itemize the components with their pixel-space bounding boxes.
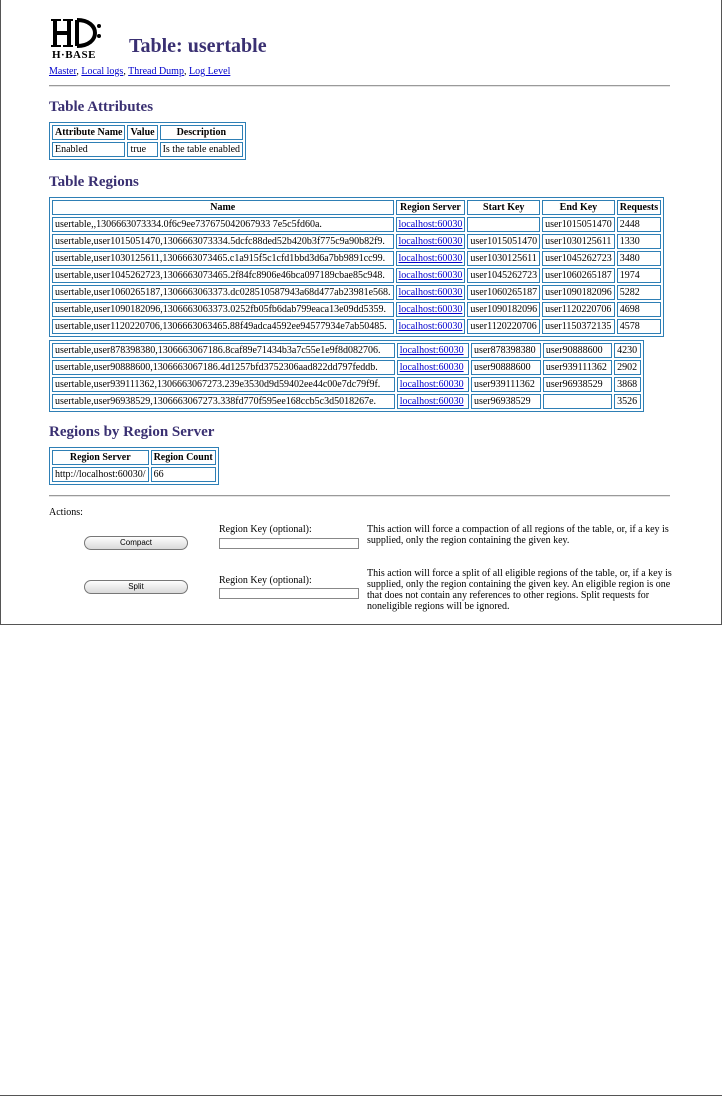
split-region-key-input[interactable] — [219, 588, 359, 599]
table-row — [52, 360, 641, 375]
page-header — [49, 16, 669, 62]
table-cell: user1060265187 — [467, 285, 540, 300]
table-cell: user96938529 — [543, 377, 612, 392]
table-cell: http://localhost:60030/ — [52, 467, 149, 482]
table-cell: 66 — [151, 467, 216, 482]
table-cell: user939111362 — [543, 360, 612, 375]
by-server-table — [49, 447, 219, 485]
table-cell: 3868 — [614, 377, 641, 392]
table-cell: user1030125611 — [467, 251, 540, 266]
table-cell: user1090182096 — [467, 302, 540, 317]
table-cell: usertable,user1015051470,1306663073334.5dcfc88ded52b420b3f775c9a90b82f9. — [52, 234, 394, 249]
table-cell — [397, 377, 469, 392]
table-cell: user1060265187 — [542, 268, 615, 283]
column-header: End Key — [542, 200, 615, 215]
main-content — [49, 16, 672, 618]
column-header: Start Key — [467, 200, 540, 215]
separator — [49, 495, 670, 497]
table-cell: 4230 — [614, 343, 641, 358]
table-header-row — [52, 125, 243, 140]
split-description: This action will force a split of all eligible regions of the table, or, if a key is supplied, only the region containing the given key. An eligible region is one that does not contain any references to other regions. Split requests for noneligible regions will be ignored. — [367, 568, 672, 612]
table-cell — [396, 285, 466, 300]
split-button[interactable]: Split — [84, 580, 188, 594]
column-header: Name — [52, 200, 394, 215]
table-cell: usertable,user939111362,1306663067273.239e3530d9d59402ee44c00e7dc79f9f. — [52, 377, 395, 392]
table-cell — [467, 217, 540, 232]
bottom-rule — [0, 1095, 722, 1096]
table-row — [52, 319, 661, 334]
table-cell: user939111362 — [471, 377, 541, 392]
table-cell: Enabled — [52, 142, 125, 157]
attributes-heading: Table Attributes — [49, 99, 154, 115]
compact-description: This action will force a compaction of all regions of the table, or, if a key is supplied, only the region containing the given key. — [367, 524, 669, 546]
table-cell — [396, 234, 466, 249]
column-header: Requests — [617, 200, 661, 215]
nav-links — [49, 66, 669, 77]
region-server-link[interactable]: localhost:60030 — [398, 219, 463, 230]
table-cell: usertable,user96938529,1306663067273.338fd770f595ee168ccb5c3d5018267e. — [52, 394, 395, 409]
nav-separator: , — [183, 66, 189, 77]
table-cell: usertable,user90888600,1306663067186.4d1257bfd3752306aad822dd797feddb. — [52, 360, 395, 375]
table-cell: user1045262723 — [467, 268, 540, 283]
nav-link-local-logs[interactable]: Local logs — [81, 66, 124, 77]
regions-table-continued — [49, 340, 644, 412]
table-cell — [396, 302, 466, 317]
table-cell: user1150372135 — [542, 319, 615, 334]
table-cell: 2448 — [617, 217, 661, 232]
table-cell: user1045262723 — [542, 251, 615, 266]
table-row — [52, 467, 216, 482]
compact-button[interactable]: Compact — [84, 536, 188, 550]
table-cell: user90888600 — [543, 343, 612, 358]
table-row — [52, 302, 661, 317]
table-header-row — [52, 200, 661, 215]
table-header-row — [52, 450, 216, 465]
column-header: Region Count — [151, 450, 216, 465]
region-key-label: Region Key (optional): — [219, 575, 312, 586]
table-cell: 3480 — [617, 251, 661, 266]
column-header: Region Server — [52, 450, 149, 465]
hbase-logo-icon — [49, 16, 129, 50]
actions-label: Actions: — [49, 507, 83, 518]
column-header: Description — [160, 125, 243, 140]
table-row — [52, 343, 641, 358]
table-cell: user1120220706 — [467, 319, 540, 334]
table-row — [52, 268, 661, 283]
table-cell: 2902 — [614, 360, 641, 375]
page-title: Table: usertable — [129, 35, 267, 57]
by-server-heading: Regions by Region Server — [49, 424, 215, 440]
attributes-table — [49, 122, 246, 160]
table-cell: usertable,user1045262723,1306663073465.2f84fc8906e46bca097189cbae85c948. — [52, 268, 394, 283]
column-header: Attribute Name — [52, 125, 125, 140]
regions-table — [49, 197, 664, 337]
table-cell: user1030125611 — [542, 234, 615, 249]
table-cell: 4698 — [617, 302, 661, 317]
table-cell: usertable,,1306663073334.0f6c9ee737675042067933 7e5c5fd60a. — [52, 217, 394, 232]
region-server-link[interactable]: localhost:60030 — [399, 379, 464, 390]
region-server-link[interactable]: localhost:60030 — [398, 236, 463, 247]
table-cell: 3526 — [614, 394, 641, 409]
nav-separator: , — [123, 66, 129, 77]
region-server-link[interactable]: localhost:60030 — [399, 362, 464, 373]
nav-link-log-level[interactable]: Log Level — [188, 66, 231, 77]
table-cell: 1974 — [617, 268, 661, 283]
table-cell: usertable,user1120220706,1306663063465.88f49adca4592ee94577934e7ab50485. — [52, 319, 394, 334]
table-cell — [397, 360, 469, 375]
table-cell: usertable,user1060265187,1306663063373.dc028510587943a68d477ab23981e568. — [52, 285, 394, 300]
region-server-link[interactable]: localhost:60030 — [399, 396, 464, 407]
table-row — [52, 234, 661, 249]
table-cell: user1090182096 — [542, 285, 615, 300]
region-server-link[interactable]: localhost:60030 — [399, 345, 464, 356]
table-row — [52, 285, 661, 300]
region-server-link[interactable]: localhost:60030 — [398, 253, 463, 264]
table-row — [52, 251, 661, 266]
table-cell: user878398380 — [471, 343, 541, 358]
table-row — [52, 394, 641, 409]
region-key-label: Region Key (optional): — [219, 524, 312, 535]
compact-region-key-input[interactable] — [219, 538, 359, 549]
table-cell: true — [127, 142, 157, 157]
column-header: Region Server — [396, 200, 466, 215]
table-cell: usertable,user1090182096,1306663063373.0252fb05fb6dab799eaca13e09dd5359. — [52, 302, 394, 317]
regions-heading: Table Regions — [49, 174, 139, 190]
nav-link-master[interactable]: Master — [49, 66, 77, 77]
table-cell — [396, 268, 466, 283]
compact-action — [49, 524, 669, 568]
table-row — [52, 142, 243, 157]
table-cell: user1015051470 — [542, 217, 615, 232]
table-cell — [396, 217, 466, 232]
table-cell: 4578 — [617, 319, 661, 334]
table-cell: 1330 — [617, 234, 661, 249]
region-server-link[interactable]: localhost:60030 — [398, 287, 463, 298]
table-cell — [397, 394, 469, 409]
split-action — [49, 568, 672, 618]
table-row — [52, 377, 641, 392]
table-cell: usertable,user878398380,1306663067186.8caf89e71434b3a7c55e1e9f8d082706. — [52, 343, 395, 358]
separator — [49, 85, 670, 87]
table-cell: user90888600 — [471, 360, 541, 375]
nav-link-thread-dump[interactable]: Thread Dump — [128, 66, 184, 77]
region-server-link[interactable]: localhost:60030 — [398, 321, 463, 332]
hbase-logo — [49, 16, 129, 62]
table-cell — [397, 343, 469, 358]
table-cell — [396, 251, 466, 266]
table-cell: 5282 — [617, 285, 661, 300]
column-header: Value — [127, 125, 157, 140]
nav-separator: , — [76, 66, 82, 77]
table-cell: Is the table enabled — [160, 142, 243, 157]
table-cell — [543, 394, 612, 409]
table-cell: user1015051470 — [467, 234, 540, 249]
logo-text: H·BASE — [52, 49, 96, 61]
table-cell: user96938529 — [471, 394, 541, 409]
table-cell: usertable,user1030125611,1306663073465.c1a915f5c1cfd1bbd3d6a7bb9891cc99. — [52, 251, 394, 266]
region-server-link[interactable]: localhost:60030 — [398, 304, 463, 315]
table-cell: user1120220706 — [542, 302, 615, 317]
table-cell — [396, 319, 466, 334]
region-server-link[interactable]: localhost:60030 — [398, 270, 463, 281]
table-row — [52, 217, 661, 232]
